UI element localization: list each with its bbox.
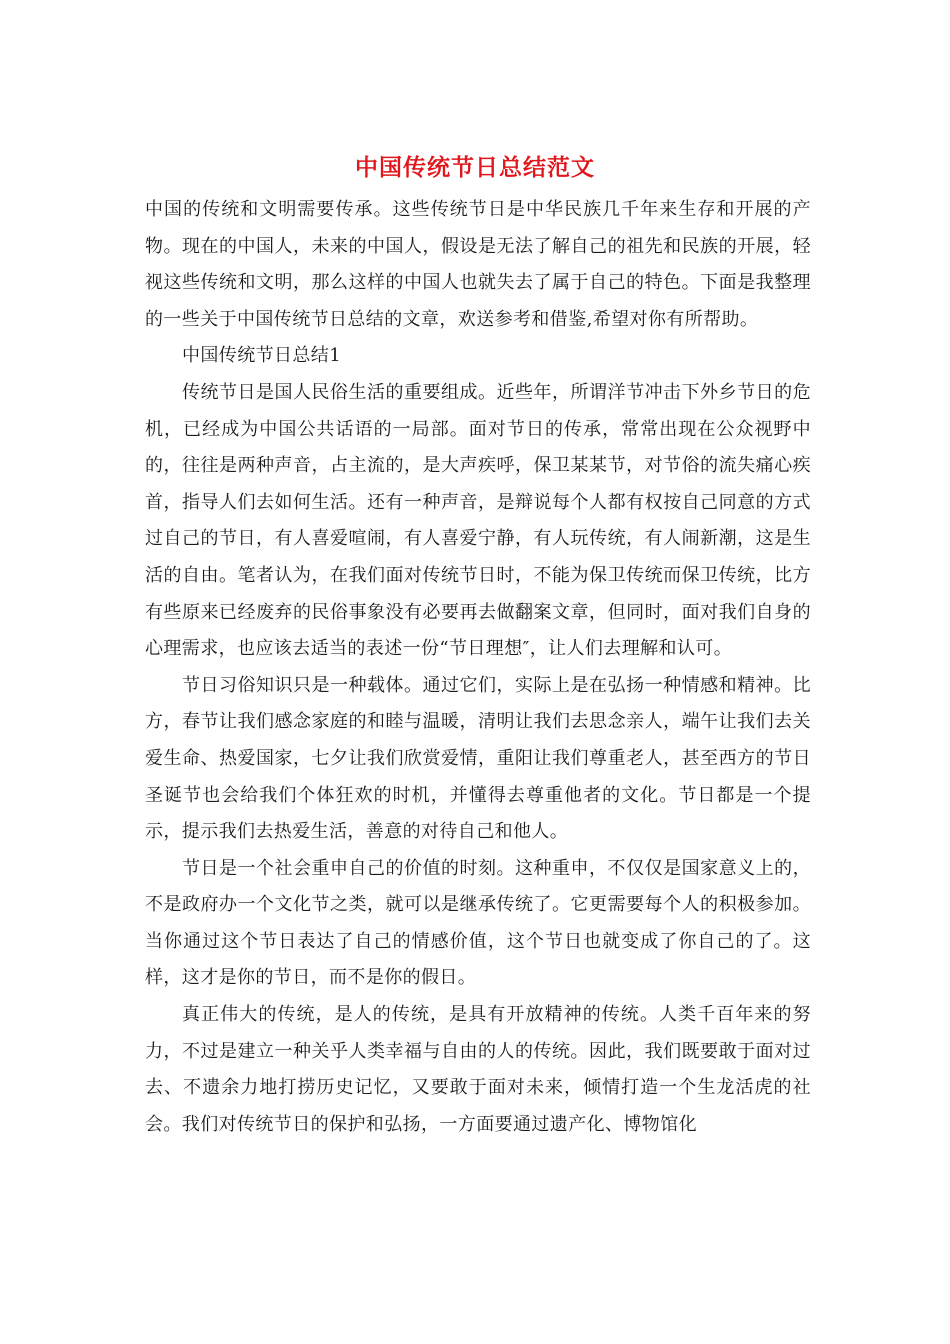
document-title: 中国传统节日总结范文 xyxy=(355,154,595,181)
paragraph: 节日是一个社会重申自己的价值的时刻。这种重申，不仅仅是国家意义上的，不是政府办一个文化节之类，就可以是继承传统了。它更需要每个人的积极参加。当你通过这个节日表达了自己的情感价值，这个节日也就变成了你自己的了。这样，这才是你的节日，而不是你的假日。 xyxy=(145,857,811,989)
section-heading: 中国传统节日总结1 xyxy=(182,345,342,367)
paragraph: 节日习俗知识只是一种载体。通过它们，实际上是在弘扬一种情感和精神。比方，春节让我们感念家庭的和睦与温暖，清明让我们去思念亲人，端午让我们去关爱生命、热爱国家，七夕让我们欣赏爱情，重阳让我们尊重老人，甚至西方的节日圣诞节也会给我们个体狂欢的时机，并懂得去尊重他者的文化。节日都是一个提示，提示我们去热爱生活，善意的对待自己和他人。 xyxy=(145,674,811,843)
paragraph-intro: 中国的传统和文明需要传承。这些传统节日是中华民族几千年来生存和开展的产物。现在的中国人，未来的中国人，假设是无法了解自己的祖先和民族的开展，轻视这些传统和文明，那么这样的中国人也就失去了属于自己的特色。下面是我整理的一些关于中国传统节日总结的文章，欢送参考和借鉴,希望对你有所帮助。 xyxy=(145,199,811,330)
paragraph: 传统节日是国人民俗生活的重要组成。近些年，所谓洋节冲击下外乡节日的危机，已经成为中国公共话语的一局部。面对节日的传承，常常出现在公众视野中的，往往是两种声音，占主流的，是大声疾呼，保卫某某节，对节俗的流失痛心疾首，指导人们去如何生活。还有一种声音，是辩说每个人都有权按自己同意的方式过自己的节日，有人喜爱喧闹，有人喜爱宁静，有人玩传统，有人闹新潮，这是生活的自由。笔者认为，在我们面对传统节日时，不能为保卫传统而保卫传统，比方有些原来已经废弃的民俗事象没有必要再去做翻案文章，但同时，面对我们自身的心理需求，也应该去适当的表述一份“节日理想″，让人们去理解和认可。 xyxy=(145,381,811,660)
paragraph: 真正伟大的传统，是人的传统，是具有开放精神的传统。人类千百年来的努力，不过是建立一种关乎人类幸福与自由的人的传统。因此，我们既要敢于面对过去、不遗余力地打捞历史记忆，又要敢于面对未来，倾情打造一个生龙活虎的社会。我们对传统节日的保护和弘扬，一方面要通过遗产化、博物馆化 xyxy=(145,1004,811,1135)
document-body xyxy=(145,192,811,1143)
